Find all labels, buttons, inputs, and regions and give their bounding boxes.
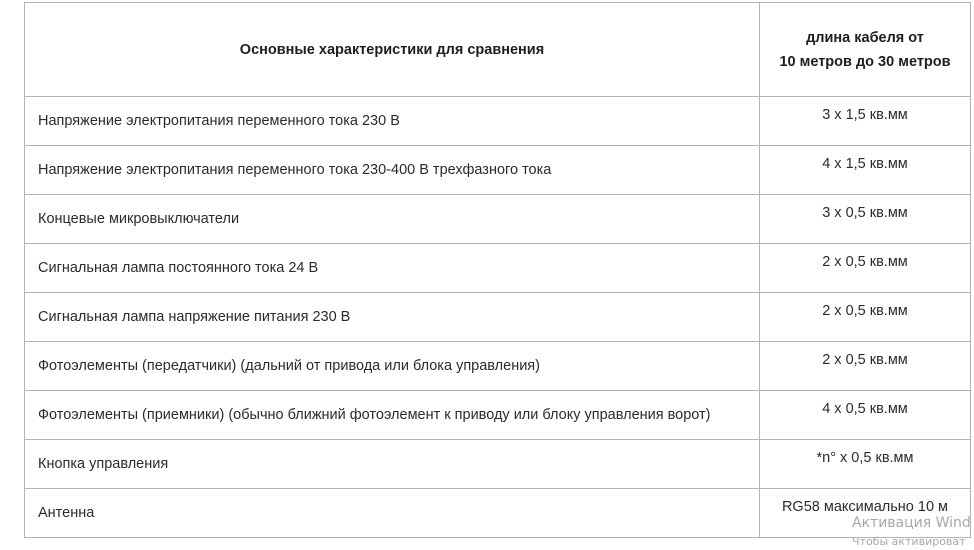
row-characteristic: Напряжение электропитания переменного тока 230-400 В трехфазного тока: [25, 146, 760, 195]
table-row: [25, 489, 971, 538]
row-characteristic: Антенна: [25, 489, 760, 538]
row-characteristic: Кнопка управления: [25, 440, 760, 489]
row-characteristic: Концевые микровыключатели: [25, 195, 760, 244]
row-cable-value: *n° х 0,5 кв.мм: [760, 440, 971, 489]
row-characteristic: Напряжение электропитания переменного тока 230 В: [25, 97, 760, 146]
header-cable-length-line2: 10 метров до 30 метров: [779, 53, 951, 70]
table-row: [25, 244, 971, 293]
watermark-subtitle: Чтобы активироват: [852, 535, 966, 548]
table-row: [25, 146, 971, 195]
table-row: [25, 97, 971, 146]
header-cable-length-line1: длина кабеля от: [806, 29, 924, 46]
row-characteristic: Фотоэлементы (передатчики) (дальний от привода или блока управления): [25, 342, 760, 391]
row-cable-value: 2 х 0,5 кв.мм: [760, 342, 971, 391]
row-cable-value: 3 х 0,5 кв.мм: [760, 195, 971, 244]
row-cable-value: 2 х 0,5 кв.мм: [760, 244, 971, 293]
table-header-row: [25, 3, 971, 97]
row-characteristic: Сигнальная лампа напряжение питания 230 В: [25, 293, 760, 342]
row-cable-value: RG58 максимально 10 м: [760, 489, 971, 538]
row-cable-value: 3 х 1,5 кв.мм: [760, 97, 971, 146]
row-characteristic: Сигнальная лампа постоянного тока 24 В: [25, 244, 760, 293]
comparison-table-container: [24, 2, 970, 538]
table-row: [25, 391, 971, 440]
table-row: [25, 342, 971, 391]
table-row: [25, 440, 971, 489]
header-characteristics: Основные характеристики для сравнения: [25, 3, 760, 97]
cable-comparison-table: [24, 2, 971, 538]
table-row: [25, 293, 971, 342]
row-cable-value: 2 х 0,5 кв.мм: [760, 293, 971, 342]
row-cable-value: 4 х 1,5 кв.мм: [760, 146, 971, 195]
row-cable-value: 4 х 0,5 кв.мм: [760, 391, 971, 440]
row-characteristic: Фотоэлементы (приемники) (обычно ближний фотоэлемент к приводу или блоку управления ворот): [25, 391, 760, 440]
watermark-title: Активация Wind: [852, 515, 971, 531]
header-cable-length: [760, 3, 971, 97]
table-row: [25, 195, 971, 244]
